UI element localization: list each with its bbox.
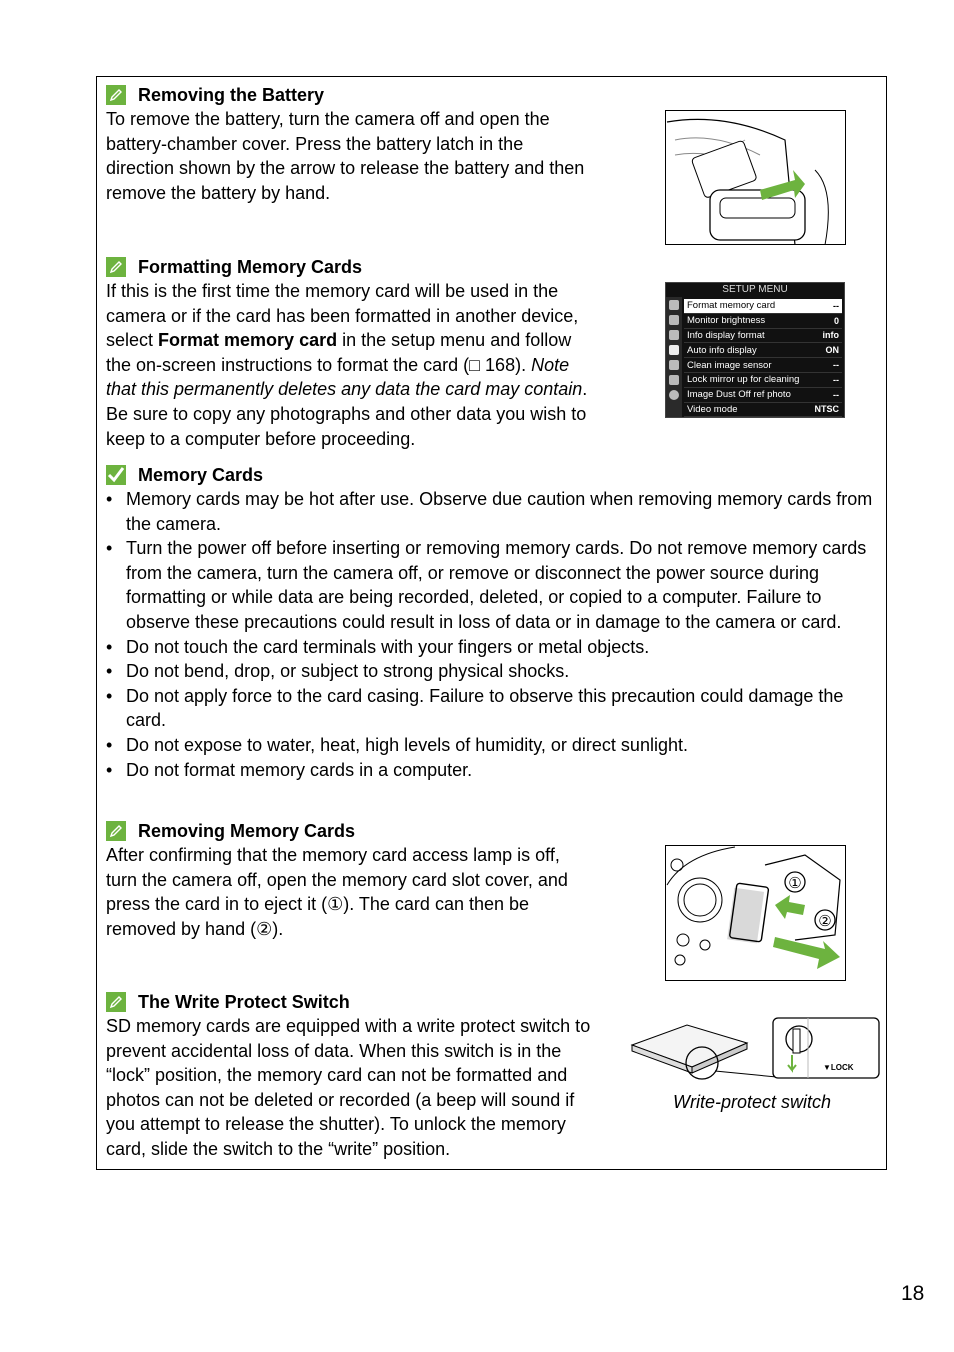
menu-row-label: Lock mirror up for cleaning [687, 374, 800, 386]
list-item: • Do not apply force to the card casing. Failure to observe this precaution could damage the card. [106, 684, 881, 733]
heading-text: The Write Protect Switch [138, 991, 350, 1012]
text-line: If this is the first time the memory card will be used in the [106, 281, 559, 301]
pencil-note-icon [106, 257, 126, 277]
menu-row-label: Format memory card [687, 300, 776, 312]
callout-one-label: ① [788, 874, 802, 892]
text-line: keep to a computer before proceeding. [106, 428, 416, 449]
text-line: Be sure to copy any photographs and other data you wish to [106, 403, 587, 424]
text-line: removed by hand (②). [106, 918, 284, 939]
text-line: direction shown by the arrow to release the battery and then [106, 158, 585, 179]
callout-two-label: ② [818, 912, 832, 930]
text-line: turn the camera off, open the memory card slot cover, and [106, 869, 568, 890]
menu-rows [684, 299, 842, 417]
menu-row-value: -- [833, 389, 839, 400]
pencil-icon [669, 330, 679, 340]
menu-row-label: Image Dust Off ref photo [687, 389, 791, 401]
text-line: “lock” position, the memory card can not be formatted and [106, 1065, 568, 1086]
menu-row-value: 0 [833, 315, 839, 326]
battery-removal-illustration [665, 110, 846, 245]
text-line: prevent accidental loss of data. When this switch is in the [106, 1040, 562, 1061]
section-memory-cards-caution [106, 463, 881, 782]
write-protect-illustration [627, 1015, 883, 1085]
retouch-icon [669, 360, 679, 370]
menu-row-label: Auto info display [687, 344, 757, 356]
text-line: remove the battery by hand. [106, 182, 331, 203]
section-removing-battery [106, 83, 584, 205]
note-box [96, 76, 887, 1170]
menu-row-value: NTSC [814, 404, 839, 415]
menu-row-label: Monitor brightness [687, 315, 766, 327]
card-removal-illustration [665, 845, 846, 981]
menu-row-value: info [822, 330, 839, 341]
menu-row [684, 358, 842, 373]
section-write-protect [106, 990, 590, 1162]
text-line: SD memory cards are equipped with a write protect switch to [106, 1016, 591, 1036]
menu-row-value: -- [833, 360, 839, 371]
page-reference: □ 168). [469, 354, 532, 375]
text-line: . [582, 379, 588, 400]
paragraph [106, 843, 568, 941]
list-item: • Do not format memory cards in a computer. [106, 758, 881, 783]
menu-row [684, 314, 842, 329]
heading-text: Removing Memory Cards [138, 820, 356, 841]
text-line: in the setup menu and follow [337, 330, 572, 351]
text-line: battery-chamber cover. Press the battery latch in the [106, 133, 524, 154]
text-line: photos can not be deleted or recorded (a beep will sound if [106, 1089, 575, 1110]
list-item: • Do not touch the card terminals with your fingers or metal objects. [106, 635, 881, 660]
menu-tab-column [666, 297, 682, 417]
menu-row-value: -- [833, 374, 839, 385]
section-heading [106, 83, 584, 107]
text-line: the on-screen instructions to format the card ( [106, 354, 470, 375]
text-line: card, slide the switch to the “write” position. [106, 1138, 451, 1159]
section-heading [106, 463, 881, 487]
camera-icon [669, 315, 679, 325]
menu-row [684, 299, 842, 314]
section-heading [106, 255, 587, 279]
pencil-note-icon [106, 992, 126, 1012]
menu-row-label: Info display format [687, 329, 765, 341]
text-line: you attempt to release the shutter). To unlock the memory [106, 1114, 566, 1135]
heading-text: Formatting Memory Cards [138, 256, 363, 277]
section-formatting-cards [106, 255, 587, 451]
paragraph [106, 107, 584, 205]
menu-row-value: ON [825, 345, 839, 356]
recent-settings-icon [669, 375, 679, 385]
pencil-note-icon [106, 821, 126, 841]
wrench-icon [669, 345, 679, 355]
menu-row-label: Clean image sensor [687, 359, 772, 371]
section-heading [106, 990, 590, 1014]
text-line: press the card in to eject it (①). The card can then be [106, 894, 530, 915]
help-icon [669, 390, 679, 400]
text-line: After confirming that the memory card access lamp is off, [106, 845, 560, 865]
menu-row [684, 329, 842, 344]
paragraph [106, 1014, 590, 1162]
list-item: • Turn the power off before inserting or removing memory cards. Do not remove memory cards from the camera, turn the camera off, or remove or disconnect the power source during formatting or while data are being recorded, deleted, or copied to a computer. Failure to observe these precautions could result in loss of data or in damage to the camera or card. [106, 536, 881, 634]
lock-label: ▼LOCK [823, 1063, 854, 1072]
menu-row [684, 388, 842, 403]
text-line: To remove the battery, turn the camera off and open the [106, 109, 550, 129]
list-item: • Memory cards may be hot after use. Observe due caution when removing memory cards from the camera. [106, 487, 881, 536]
text-line: camera or if the card has been formatted in another device, [106, 305, 579, 326]
menu-row [684, 373, 842, 388]
menu-row-value: -- [833, 300, 839, 311]
heading-text: Memory Cards [138, 464, 264, 485]
checkmark-icon [106, 465, 126, 485]
page-number: 18 [901, 1282, 925, 1305]
heading-text: Removing the Battery [138, 84, 325, 105]
menu-row [684, 403, 842, 418]
emphasis-text: that this permanently deletes any data the card may contain [106, 379, 583, 400]
text-line: select [106, 330, 159, 351]
pencil-note-icon [106, 85, 126, 105]
emphasis-text: Note [531, 354, 570, 375]
playback-icon [669, 300, 679, 310]
section-heading [106, 819, 568, 843]
caution-list [106, 487, 881, 782]
menu-row [684, 343, 842, 358]
setup-menu-screen [665, 282, 845, 418]
section-removing-cards [106, 819, 568, 941]
figure-caption: Write-protect switch [673, 1092, 832, 1112]
menu-title: SETUP MENU [722, 284, 788, 295]
list-item: • Do not bend, drop, or subject to strong physical shocks. [106, 659, 881, 684]
list-item: • Do not expose to water, heat, high levels of humidity, or direct sunlight. [106, 733, 881, 758]
menu-row-label: Video mode [687, 403, 738, 415]
paragraph [106, 279, 587, 451]
menu-item-name: Format memory card [158, 330, 338, 351]
